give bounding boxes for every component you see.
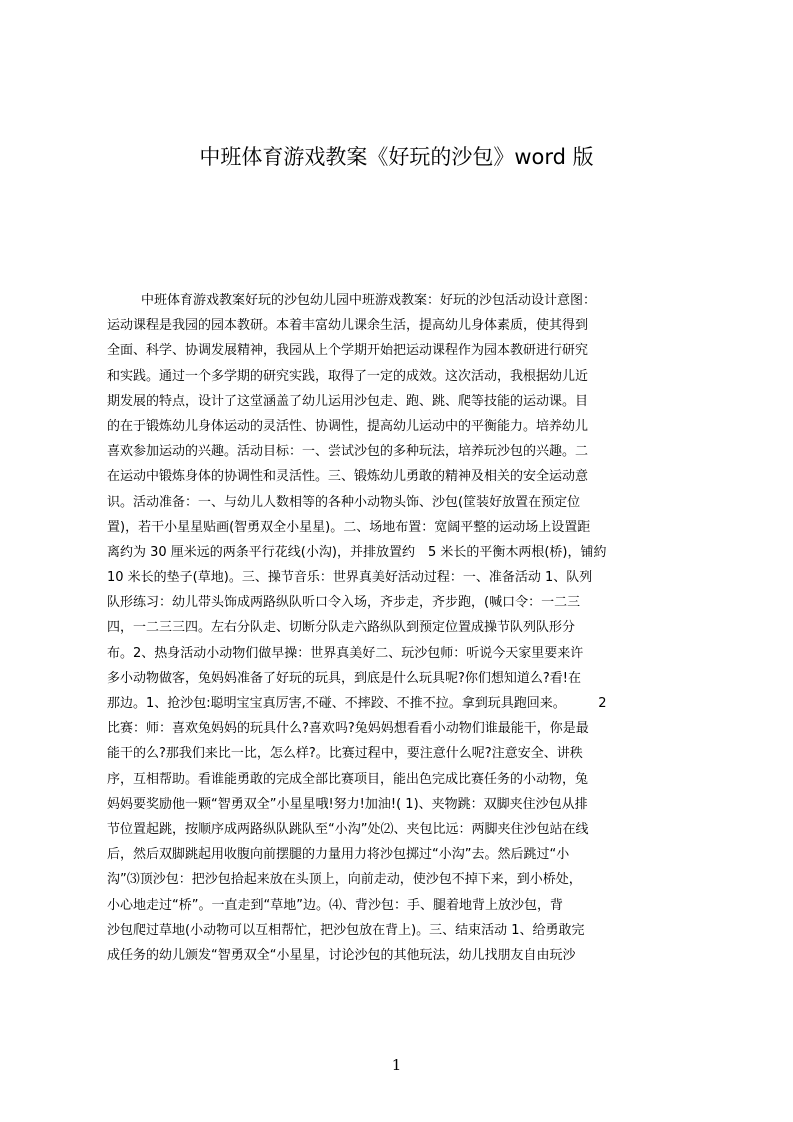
page-number: 1 [391,1056,402,1074]
text-line: 识。活动准备：一、与幼儿人数相等的各种小动物头饰、沙包(筐装好放置在预定位 [107,494,581,510]
text-line: 中班体育游戏教案好玩的沙包幼儿园中班游戏教案：好玩的沙包活动设计意图： [141,293,597,308]
text-line: 布。2、热身活动小动物们做早操：世界真美好二、玩沙包师：听说今天家里要来许 [107,645,584,661]
text-line: 和实践。通过一个多学期的研究实践，取得了一定的成效。这次活动，我根据幼儿近 [107,368,589,384]
text-line: 妈妈要奖励他一颗“智勇双全”小星星哦!努力!加油!( 1)、夹物跳：双脚夹住沙包从排 [107,796,588,812]
text-line: 后，然后双脚跳起用收腹向前摆腿的力量用力将沙包掷过“小沟”去。然后跳过“小 [107,847,570,863]
text-line: 运动课程是我园的园本教研。本着丰富幼儿课余生活，提高幼儿身体素质，使其得到 [107,318,589,334]
text-line: 置)，若干小星星贴画(智勇双全小星星)。二、场地布置：宽阔平整的运动场上设置距 [107,519,591,535]
text-line: 沙包爬过草地(小动物可以互相帮忙，把沙包放在背上)。三、结束活动 1、给勇敢完 [107,922,585,938]
text-line: 比赛：师：喜欢兔妈妈的玩具什么?喜欢吗?兔妈妈想看看小动物们谁最能干，你是最 [107,721,589,737]
text-line: 10 米长的垫子(草地)。三、操节音乐：世界真美好活动过程：一、准备活动 1、队列 [107,570,593,586]
text-line: 小心地走过“桥”。一直走到“草地”边。⑷、背沙包：手、腿着地背上放沙包，背 [107,897,563,913]
text-line: 序，互相帮助。看谁能勇敢的完成全部比赛项目，能出色完成比赛任务的小动物，兔 [107,771,589,787]
text-line: 离约为 30 厘米远的两条平行花线(小沟)，并排放置约 5 米长的平衡木两根(桥)，铺約 [107,544,607,560]
text-line: 在运动中锻炼身体的协调性和灵活性。三、锻炼幼儿勇敢的精神及相关的安全运动意 [107,469,589,485]
text-line: 四，一二三三四。左右分队走、切断分队走六路纵队到预定位置成操节队列队形分 [107,620,576,636]
text-line: 全面、科学、协调发展精神，我园从上个学期开始把运动课程作为园本教研进行研究 [107,343,589,359]
text-line: 队形练习：幼儿带头饰成两路纵队听口令入场，齐步走，齐步跑，(喊口令：一二三 [107,595,581,611]
text-line: 节位置起跳，按顺序成两路纵队跳队至“小沟”处⑵、夹包比远：两脚夹住沙包站在线 [107,821,589,837]
text-line: 多小动物做客，兔妈妈准备了好玩的玩具，到底是什么玩具呢?你们想知道么?看!在 [107,670,582,686]
text-line: 那边。1、抢沙包:聪明宝宝真厉害,不碰、不摔跤、不推不拉。拿到玩具跑回来。 2 [107,696,607,711]
document-title: 中班体育游戏教案《好玩的沙包》word 版 [199,145,594,169]
text-line: 能干的么?那我们来比一比，怎么样?。比赛过程中，要注意什么呢?注意安全、讲秩 [107,746,583,762]
text-line: 的在于锻炼幼儿身体运动的灵活性、协调性，提高幼儿运动中的平衡能力。培养幼儿 [107,418,589,434]
text-line: 喜欢参加运动的兴趣。活动目标：一、尝试沙包的多种玩法，培养玩沙包的兴趣。二 [107,444,589,460]
text-line: 期发展的特点，设计了这堂涵盖了幼儿运用沙包走、跑、跳、爬等技能的运动课。目 [107,393,589,409]
text-line: 沟”⑶顶沙包：把沙包拾起来放在头顶上，向前走动，使沙包不掉下来，到小桥处， [107,872,582,888]
body-paragraph [107,288,697,968]
text-line: 成任务的幼儿颁发“智勇双全“小星星，讨论沙包的其他玩法，幼儿找朋友自由玩沙 [107,947,576,963]
